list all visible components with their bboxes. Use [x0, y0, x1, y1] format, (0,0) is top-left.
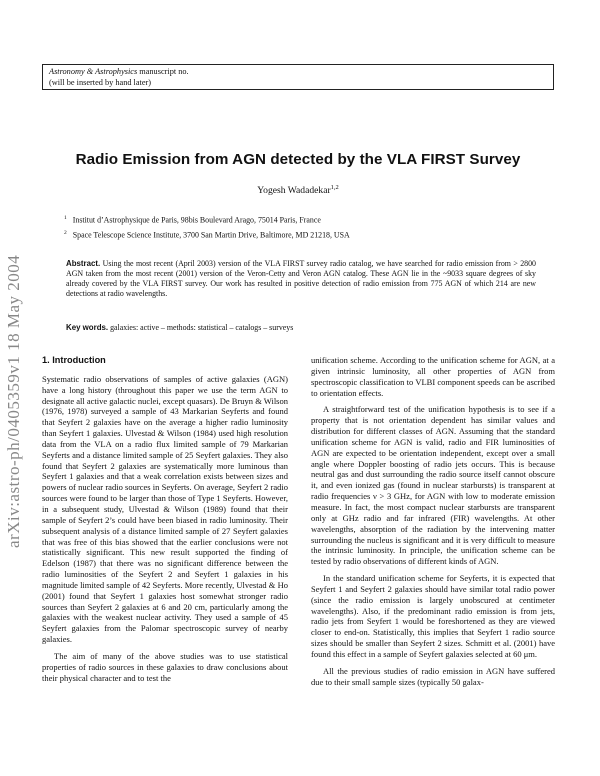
insertion-note: (will be inserted by hand later): [49, 77, 152, 87]
affiliation-number: 1: [64, 215, 67, 221]
affiliations: [64, 212, 544, 241]
affiliation-text: Space Telescope Science Institute, 3700 San Martin Drive, Baltimore, MD 21218, USA: [72, 230, 350, 240]
journal-name: Astronomy & Astrophysics: [49, 67, 138, 76]
author-name: Yogesh Wadadekar: [257, 185, 331, 197]
left-column: [42, 355, 288, 683]
journal-header-box: [42, 64, 554, 90]
paragraph: unification scheme. According to the unification scheme for AGN, at a given intrinsic luminosity, all other properties of AGN from spectroscopic classification to VLBI component speeds can be ascribed to orientation effects.: [311, 355, 555, 398]
paragraph: A straightforward test of the unification hypothesis is to see if a property that is not orientation dependent has similar values and distribution for different classes of AGN. Assuming that the standard unification scheme for AGN is valid, radio and FIR luminosities of AGN are expected to be orientation independent, except over a small angle where Doppler boosting of radio jets occurs. This is because neutral gas and dust surrounding the radio source itself cannot obscure it, and even ionized gas (found in nuclear starbursts) is transparent at radio frequencies ν > 3 GHz, for AGN with low to moderate emission measure. In fact, the most compact nuclear starbursts are transparent only at GHz radio and far infrared (FIR) wavelengths. At other wavelengths, absorption of the radiation by the intervening matter surrounding the nucleus is significant and it is very difficult to measure the intrinsic luminosity. In principle, the unification scheme can be tested by radio observations of different kinds of AGN.: [311, 404, 555, 567]
paragraph: In the standard unification scheme for Seyferts, it is expected that Seyfert 1 and Seyfert 2 galaxies should have similar total radio power (since the radio emission is largely unobscured at centimeter wavelengths). Also, if the predominant radio emission is from jets, radio jets from Seyfert 1 would be foreshortened as they are viewed closer to end-on. Statistically, this implies that Seyfert 1 radio source sizes should be smaller than Seyfert 2 sizes. Schmitt et al. (2001) have found this effect in a sample of Seyfert galaxies selected at 60 μm.: [311, 573, 555, 659]
affiliation-2: [64, 227, 544, 242]
paragraph: The aim of many of the above studies was to use statistical properties of radio sources in these galaxies to draw conclusions about their physical character and to test the: [42, 650, 288, 683]
manuscript-label: manuscript no.: [137, 67, 189, 76]
author-affil-marks: 1,2: [330, 184, 339, 191]
section-heading: 1. Introduction: [42, 355, 106, 365]
keywords-label: Key words.: [66, 323, 109, 332]
abstract-label: Abstract.: [66, 259, 101, 268]
paragraph: Systematic radio observations of samples of active galaxies (AGN) have a long history (throughout this paper we use the term AGN to designate all active galactic nuclei, except quasars). De Bruyn & Wilson (1976, 1978) surveyed a sample of 43 Markarian Seyferts and found that Seyfert 2 galaxies have on the average a higher radio luminosity than Seyfert 1 galaxies. Ulvestad & Wilson (1984) used high resolution data from the VLA on a radio flux limited sample of 79 Markarian Seyferts and a distance limited sample of 25 Seyfert galaxies. They also found that Seyfert 2 galaxies are systematically more luminous than Seyfert 1 galaxies and that a weak correlation exists between sizes and powers of nuclear radio sources in Seyferts. On average, Seyfert 2 radio sources were found to be larger than those of Type 1 Seyferts. However, in a subsequent study, Ulvestad & Wilson (1989) found that their sample of Seyfert 2’s could have been biased in radio luminosity. Their subsequent analysis of a distance limited sample of 27 Seyfert galaxies that was free of this bias showed that the earlier conclusions were not statistically significant. This new result supported the finding of Edelson (1987) that there was no significant difference between the radio luminosities of the Seyfert 2 and Seyfert 1 galaxies in his magnitude limited sample of 42 Seyferts. More recently, Ulvestad & Ho (2001) found that Seyfert 1 galaxies host somewhat stronger radio sources than Seyfert 2 galaxies at 6 and 20 cm, particularly among the galaxies with the weakest nuclear activity. They used a sample of 45 Seyfert galaxies from the Palomar spectroscopic survey of nearby galaxies.: [42, 373, 288, 645]
keywords: [66, 323, 536, 333]
arxiv-identifier: arXiv:astro-ph/0405359v1 18 May 2004: [4, 254, 23, 548]
abstract: [66, 259, 536, 299]
affiliation-number: 2: [64, 229, 67, 236]
abstract-text: Using the most recent (April 2003) version of the VLA FIRST survey radio catalog, we have searched for radio emission from > 2800 AGN taken from the most recent (2001) version of the Veron-Cetty and Veron AGN catalog. These AGN lie in the ~9033 square degrees of sky already covered by the VLA FIRST survey. Our work has resulted in positive detection of radio emission from 775 AGN of which 214 are new detections at radio wavelengths.: [66, 259, 536, 298]
affiliation-text: Institut d’Astrophysique de Paris, 98bis Boulevard Arago, 75014 Paris, France: [72, 215, 321, 225]
right-column: [311, 355, 555, 687]
keywords-text: galaxies: active – methods: statistical – catalogs – surveys: [110, 323, 294, 332]
author-line: [42, 184, 554, 196]
paragraph: All the previous studies of radio emission in AGN have suffered due to their small sample sizes (typically 50 galax-: [311, 665, 555, 687]
affiliation-1: [64, 212, 544, 227]
journal-line: [49, 67, 547, 78]
paper-title: Radio Emission from AGN detected by the VLA FIRST Survey: [75, 151, 521, 168]
